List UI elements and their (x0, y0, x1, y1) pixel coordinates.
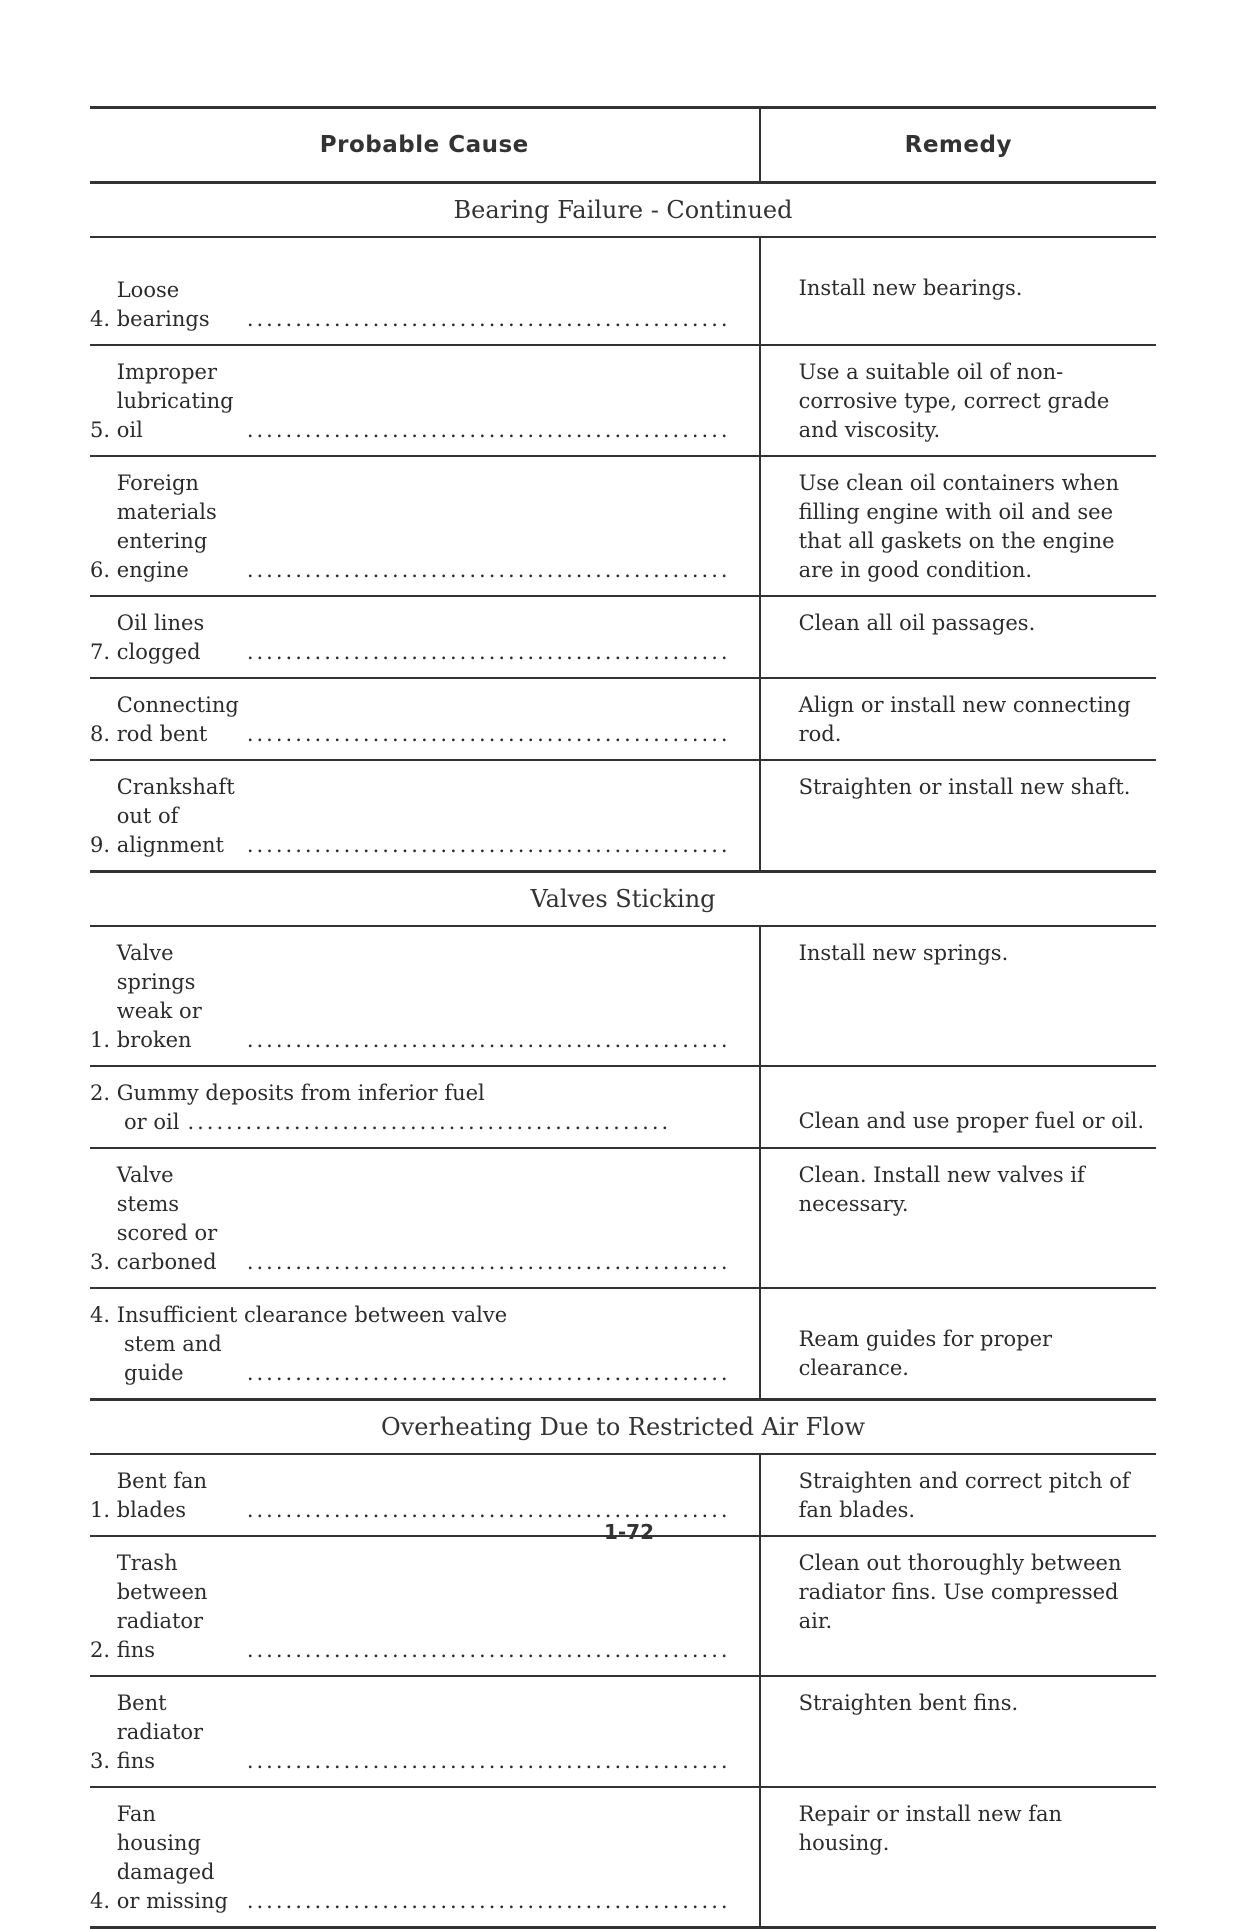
leader-dots: .................................................. (246, 833, 731, 857)
item-number: 3. (90, 1749, 111, 1773)
cause-text: Oil lines clogged (116, 611, 205, 664)
cause-text: Loose bearings (116, 278, 210, 331)
cause-text: Connecting rod bent (116, 693, 239, 746)
cause-cell (90, 1787, 760, 1928)
cause-cell (90, 1148, 760, 1288)
remedy-cell: Use clean oil containers when filling engine with oil and see that all gaskets on the engine are in good condition. (760, 456, 1156, 596)
item-number: 2. (90, 1081, 111, 1105)
remedy-cell: Straighten or install new shaft. (760, 760, 1156, 872)
remedy-cell: Straighten bent fins. (760, 1676, 1156, 1787)
cause-text: Improper lubricating oil (116, 360, 234, 442)
table-row (90, 1676, 1156, 1787)
section-heading-row (90, 183, 1156, 238)
cause-cell (90, 1288, 760, 1400)
cause-text: Trash between radiator fins (116, 1551, 208, 1662)
cause-text: Gummy deposits from inferior fuel (116, 1081, 485, 1105)
cause-text-continued: stem and guide (124, 1332, 222, 1385)
cause-cell (90, 345, 760, 456)
cause-cell (90, 237, 760, 345)
leader-dots: .................................................. (187, 1110, 672, 1134)
item-number: 1. (90, 1028, 111, 1052)
cause-text: Valve springs weak or broken (116, 941, 202, 1052)
table-row (90, 1066, 1156, 1148)
cause-text: Foreign materials entering engine (116, 471, 217, 582)
remedy-cell: Clean and use proper fuel or oil. (760, 1066, 1156, 1148)
item-number: 1. (90, 1498, 111, 1522)
table-row (90, 926, 1156, 1066)
cause-cell (90, 760, 760, 872)
cause-text: Crankshaft out of alignment (116, 775, 235, 857)
item-number: 4. (90, 1889, 111, 1913)
remedy-cell: Align or install new connecting rod. (760, 678, 1156, 760)
cause-text: Bent fan blades (116, 1469, 208, 1522)
troubleshooting-table (90, 106, 1156, 1929)
leader-dots: .................................................. (246, 1361, 731, 1385)
cause-cell (90, 1676, 760, 1787)
remedy-cell: Ream guides for proper clearance. (760, 1288, 1156, 1400)
header-remedy: Remedy (760, 108, 1156, 183)
table-row (90, 1288, 1156, 1400)
section-title-bearing-failure: Bearing Failure - Continued (90, 183, 1156, 238)
remedy-cell: Install new springs. (760, 926, 1156, 1066)
leader-dots: .................................................. (246, 722, 731, 746)
remedy-cell: Clean. Install new valves if necessary. (760, 1148, 1156, 1288)
leader-dots: .................................................. (246, 1498, 731, 1522)
page-number: 1-72 (603, 1520, 655, 1544)
cause-text: Insufficient clearance between valve (116, 1303, 508, 1327)
table-row (90, 760, 1156, 872)
cause-text: Bent radiator fins (116, 1691, 204, 1773)
leader-dots: .................................................. (246, 418, 731, 442)
table-row (90, 1536, 1156, 1676)
item-number: 4. (90, 307, 111, 331)
table-row (90, 1148, 1156, 1288)
leader-dots: .................................................. (246, 1638, 731, 1662)
item-number: 3. (90, 1250, 111, 1274)
remedy-cell: Clean all oil passages. (760, 596, 1156, 678)
remedy-cell: Repair or install new fan housing. (760, 1787, 1156, 1928)
table-row (90, 678, 1156, 760)
item-number: 5. (90, 418, 111, 442)
section-title-overheating: Overheating Due to Restricted Air Flow (90, 1400, 1156, 1455)
cause-cell (90, 1536, 760, 1676)
section-heading-row (90, 872, 1156, 927)
cause-cell (90, 456, 760, 596)
table-row (90, 596, 1156, 678)
leader-dots: .................................................. (246, 640, 731, 664)
cause-cell (90, 596, 760, 678)
cause-text: Fan housing damaged or missing (116, 1802, 228, 1913)
remedy-cell: Straighten and correct pitch of fan blades. (760, 1454, 1156, 1536)
cause-cell (90, 926, 760, 1066)
item-number: 2. (90, 1638, 111, 1662)
item-number: 7. (90, 640, 111, 664)
section-heading-row (90, 1400, 1156, 1455)
cause-cell (90, 678, 760, 760)
remedy-cell: Install new bearings. (760, 237, 1156, 345)
leader-dots: .................................................. (246, 558, 731, 582)
leader-dots: .................................................. (246, 1749, 731, 1773)
item-number: 4. (90, 1303, 111, 1327)
table-row (90, 237, 1156, 345)
table-row (90, 456, 1156, 596)
table-row (90, 1787, 1156, 1928)
item-number: 8. (90, 722, 111, 746)
table-header (90, 108, 1156, 183)
cause-cell (90, 1066, 760, 1148)
leader-dots: .................................................. (246, 1028, 731, 1052)
leader-dots: .................................................. (246, 1250, 731, 1274)
item-number: 9. (90, 833, 111, 857)
leader-dots: .................................................. (246, 307, 731, 331)
remedy-cell: Clean out thoroughly between radiator fins. Use compressed air. (760, 1536, 1156, 1676)
cause-text: Valve stems scored or carboned (116, 1163, 218, 1274)
remedy-cell: Use a suitable oil of non-corrosive type, correct grade and viscosity. (760, 345, 1156, 456)
item-number: 6. (90, 558, 111, 582)
cause-text-continued: or oil (124, 1110, 180, 1134)
leader-dots: .................................................. (246, 1889, 731, 1913)
header-probable-cause: Probable Cause (90, 108, 760, 183)
section-title-valves-sticking: Valves Sticking (90, 872, 1156, 927)
table-row (90, 345, 1156, 456)
